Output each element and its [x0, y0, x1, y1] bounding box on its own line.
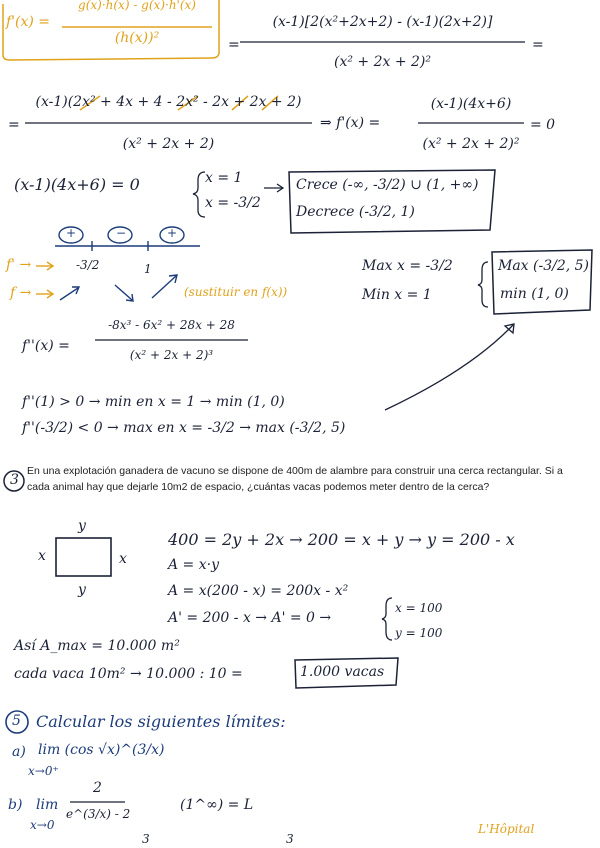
rect-label-x-right: x	[119, 551, 127, 567]
eq2-numerator: (x-1)(2x² + 4x + 4 - 2x² - 2x + 2x + 2)	[35, 94, 302, 110]
eq1-denominator: (x² + 2x + 2)²	[333, 54, 431, 70]
top-denominator: (h(x))²	[114, 30, 160, 46]
limit-a-subscript: x→0⁺	[28, 764, 59, 778]
top-numerator: g(x)·h(x) - g(x)·h'(x)	[78, 0, 196, 12]
problem-3-text: En una explotación ganadera de vacuno se dispone de 400m de alambre para construir una cerca rectangular. Si a cada animal hay que dejarle 10m2 de espacio, ¿cuántas vacas podemos meter dentro de la cerca?	[27, 465, 563, 493]
limit-b-denominator: e^(3/x) - 2	[66, 807, 131, 821]
f-label: f →	[10, 285, 32, 301]
limit-b-lim: lim	[36, 797, 59, 813]
crece-interval: Crece (-∞, -3/2) ∪ (1, +∞)	[296, 177, 479, 193]
area-derivative: A' = 200 - x → A' = 0 →	[168, 610, 332, 626]
limit-a-expression: lim (cos √x)^(3/x)	[38, 742, 165, 758]
perimeter-equation: 400 = 2y + 2x → 200 = x + y → y = 200 - x	[168, 530, 515, 549]
limit-a-label: a)	[12, 744, 26, 760]
rect-label-x-left: x	[38, 548, 46, 564]
limit-b-numerator: 2	[93, 780, 102, 796]
top-label: f'(x) =	[6, 14, 51, 30]
solution-x: x = 100	[395, 601, 443, 615]
tick-one: 1	[144, 262, 152, 276]
eq3-zero: = 0	[530, 117, 556, 133]
min-point: min (1, 0)	[500, 286, 569, 302]
tick-neg-three-halves: -3/2	[76, 258, 100, 272]
min-line: Min x = 1	[362, 287, 432, 303]
eq2-denominator: (x² + 2x + 2)	[122, 136, 215, 152]
root-2: x = -3/2	[205, 195, 261, 211]
problem-3-number: 3	[10, 472, 19, 488]
second-derivative-denominator: (x² + 2x + 2)³	[129, 348, 214, 362]
check-min: f''(1) > 0 → min en x = 1 → min (1, 0)	[22, 394, 285, 410]
area-formula: A = x·y	[168, 557, 219, 573]
equals-sign-2: =	[532, 37, 544, 53]
limit-b-subscript: x→0	[30, 818, 55, 832]
eq2-implication: ⇒ f'(x) =	[320, 115, 381, 131]
sustituir-note: (sustituir en f(x))	[184, 285, 288, 299]
root-1: x = 1	[205, 170, 243, 186]
rect-label-y-top: y	[78, 518, 86, 534]
max-line: Max x = -3/2	[362, 258, 453, 274]
limit-b-note: (1^∞) = L	[180, 797, 254, 813]
vacas-computation: cada vaca 10m² → 10.000 : 10 =	[14, 666, 243, 682]
bottom-fragment-1: 3	[142, 832, 150, 846]
eq1-numerator: (x-1)[2(x²+2x+2) - (x-1)(2x+2)]	[272, 14, 493, 30]
eq3-denominator: (x² + 2x + 2)²	[422, 136, 520, 152]
second-derivative-label: f''(x) =	[22, 338, 70, 354]
equals-sign-3: =	[8, 117, 20, 133]
rect-label-y-bottom: y	[78, 582, 86, 598]
solution-y: y = 100	[395, 626, 443, 640]
sign-minus: −	[116, 226, 127, 240]
second-derivative-numerator: -8x³ - 6x² + 28x + 28	[108, 318, 235, 332]
limit-b-label: b)	[8, 797, 23, 813]
vacas-answer: 1.000 vacas	[300, 664, 385, 680]
equals-sign-1: =	[228, 37, 240, 53]
problem-5-number: 5	[12, 713, 21, 729]
max-point: Max (-3/2, 5)	[498, 258, 590, 274]
bottom-fragment-2: 3	[286, 832, 294, 846]
sign-plus-2: +	[167, 226, 178, 240]
roots-equation: (x-1)(4x+6) = 0	[14, 175, 140, 194]
sign-plus-1: +	[66, 226, 77, 240]
problem-5-title: Calcular los siguientes límites:	[36, 712, 286, 731]
max-area: Así A_max = 10.000 m²	[14, 638, 180, 654]
decrece-interval: Decrece (-3/2, 1)	[296, 204, 415, 220]
check-max: f''(-3/2) < 0 → max en x = -3/2 → max (-3/2, 5)	[22, 420, 346, 436]
f-prime-label: f' →	[6, 257, 32, 273]
eq3-numerator: (x-1)(4x+6)	[430, 96, 512, 112]
area-function: A = x(200 - x) = 200x - x²	[168, 583, 349, 599]
hopital-note: L'Hôpital	[478, 822, 535, 836]
